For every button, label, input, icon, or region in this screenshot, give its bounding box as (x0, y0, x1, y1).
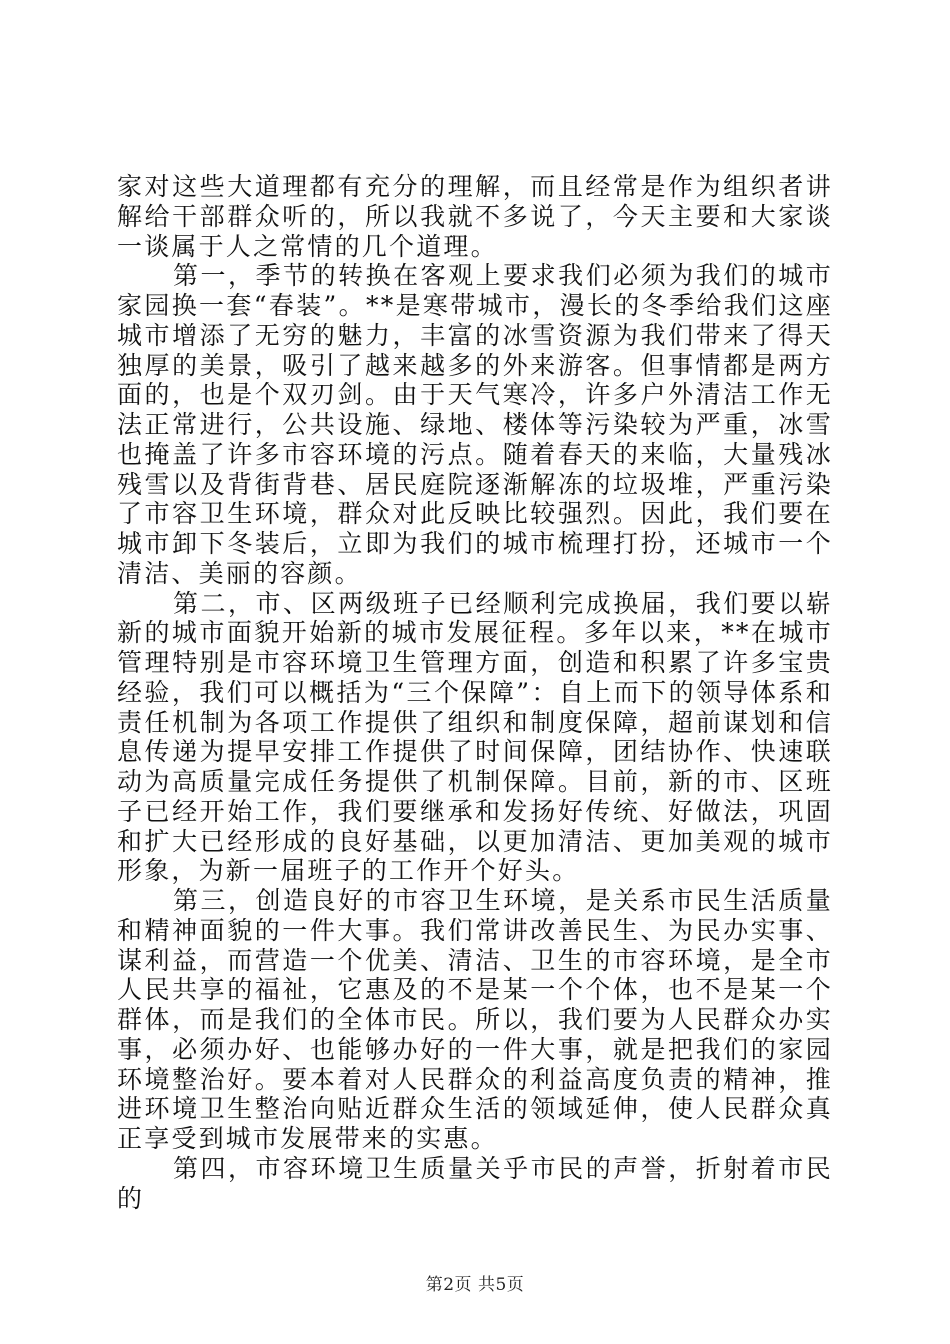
document-body (117, 172, 833, 1213)
paragraph-second-point: 第二，市、区两级班子已经顺利完成换届，我们要以崭新的城市面貌开始新的城市发展征程。多年以来，**在城市管理特别是市容环境卫生管理方面，创造和积累了许多宝贵经验，我们可以概括为“三个保障”：自上而下的领导体系和责任机制为各项工作提供了组织和制度保障，超前谋划和信息传递为提早安排工作提供了时间保障，团结协作、快速联动为高质量完成任务提供了机制保障。目前，新的市、区班子已经开始工作，我们要继承和发扬好传统、好做法，巩固和扩大已经形成的良好基础，以更加清洁、更加美观的城市形象，为新一届班子的工作开个好头。 (117, 588, 833, 886)
paragraph-first-point: 第一，季节的转换在客观上要求我们必须为我们的城市家园换一套“春装”。**是寒带城市，漫长的冬季给我们这座城市增添了无穷的魅力，丰富的冰雪资源为我们带来了得天独厚的美景，吸引了越来越多的外来游客。但事情都是两方面的，也是个双刃剑。由于天气寒冷，许多户外清洁工作无法正常进行，公共设施、绿地、楼体等污染较为严重，冰雪也掩盖了许多市容环境的污点。随着春天的来临，大量残冰残雪以及背街背巷、居民庭院逐渐解冻的垃圾堆，严重污染了市容卫生环境，群众对此反映比较强烈。因此，我们要在城市卸下冬装后，立即为我们的城市梳理打扮，还城市一个清洁、美丽的容颜。 (117, 261, 833, 588)
page-number-footer: 第2页 共5页 (425, 1275, 525, 1295)
paragraph-third-point: 第三，创造良好的市容卫生环境，是关系市民生活质量和精神面貌的一件大事。我们常讲改善民生、为民办实事、谋利益，而营造一个优美、清洁、卫生的市容环境，是全市人民共享的福祉，它惠及的不是某一个个体，也不是某一个群体，而是我们的全体市民。所以，我们要为人民群众办实事，必须办好、也能够办好的一件大事，就是把我们的家园环境整治好。要本着对人民群众的利益高度负责的精神，推进环境卫生整治向贴近群众生活的领域延伸，使人民群众真正享受到城市发展带来的实惠。 (117, 886, 833, 1153)
paragraph-continued: 家对这些大道理都有充分的理解，而且经常是作为组织者讲解给干部群众听的，所以我就不多说了，今天主要和大家谈一谈属于人之常情的几个道理。 (117, 172, 833, 261)
paragraph-fourth-point: 第四，市容环境卫生质量关乎市民的声誉，折射着市民的 (117, 1153, 833, 1213)
